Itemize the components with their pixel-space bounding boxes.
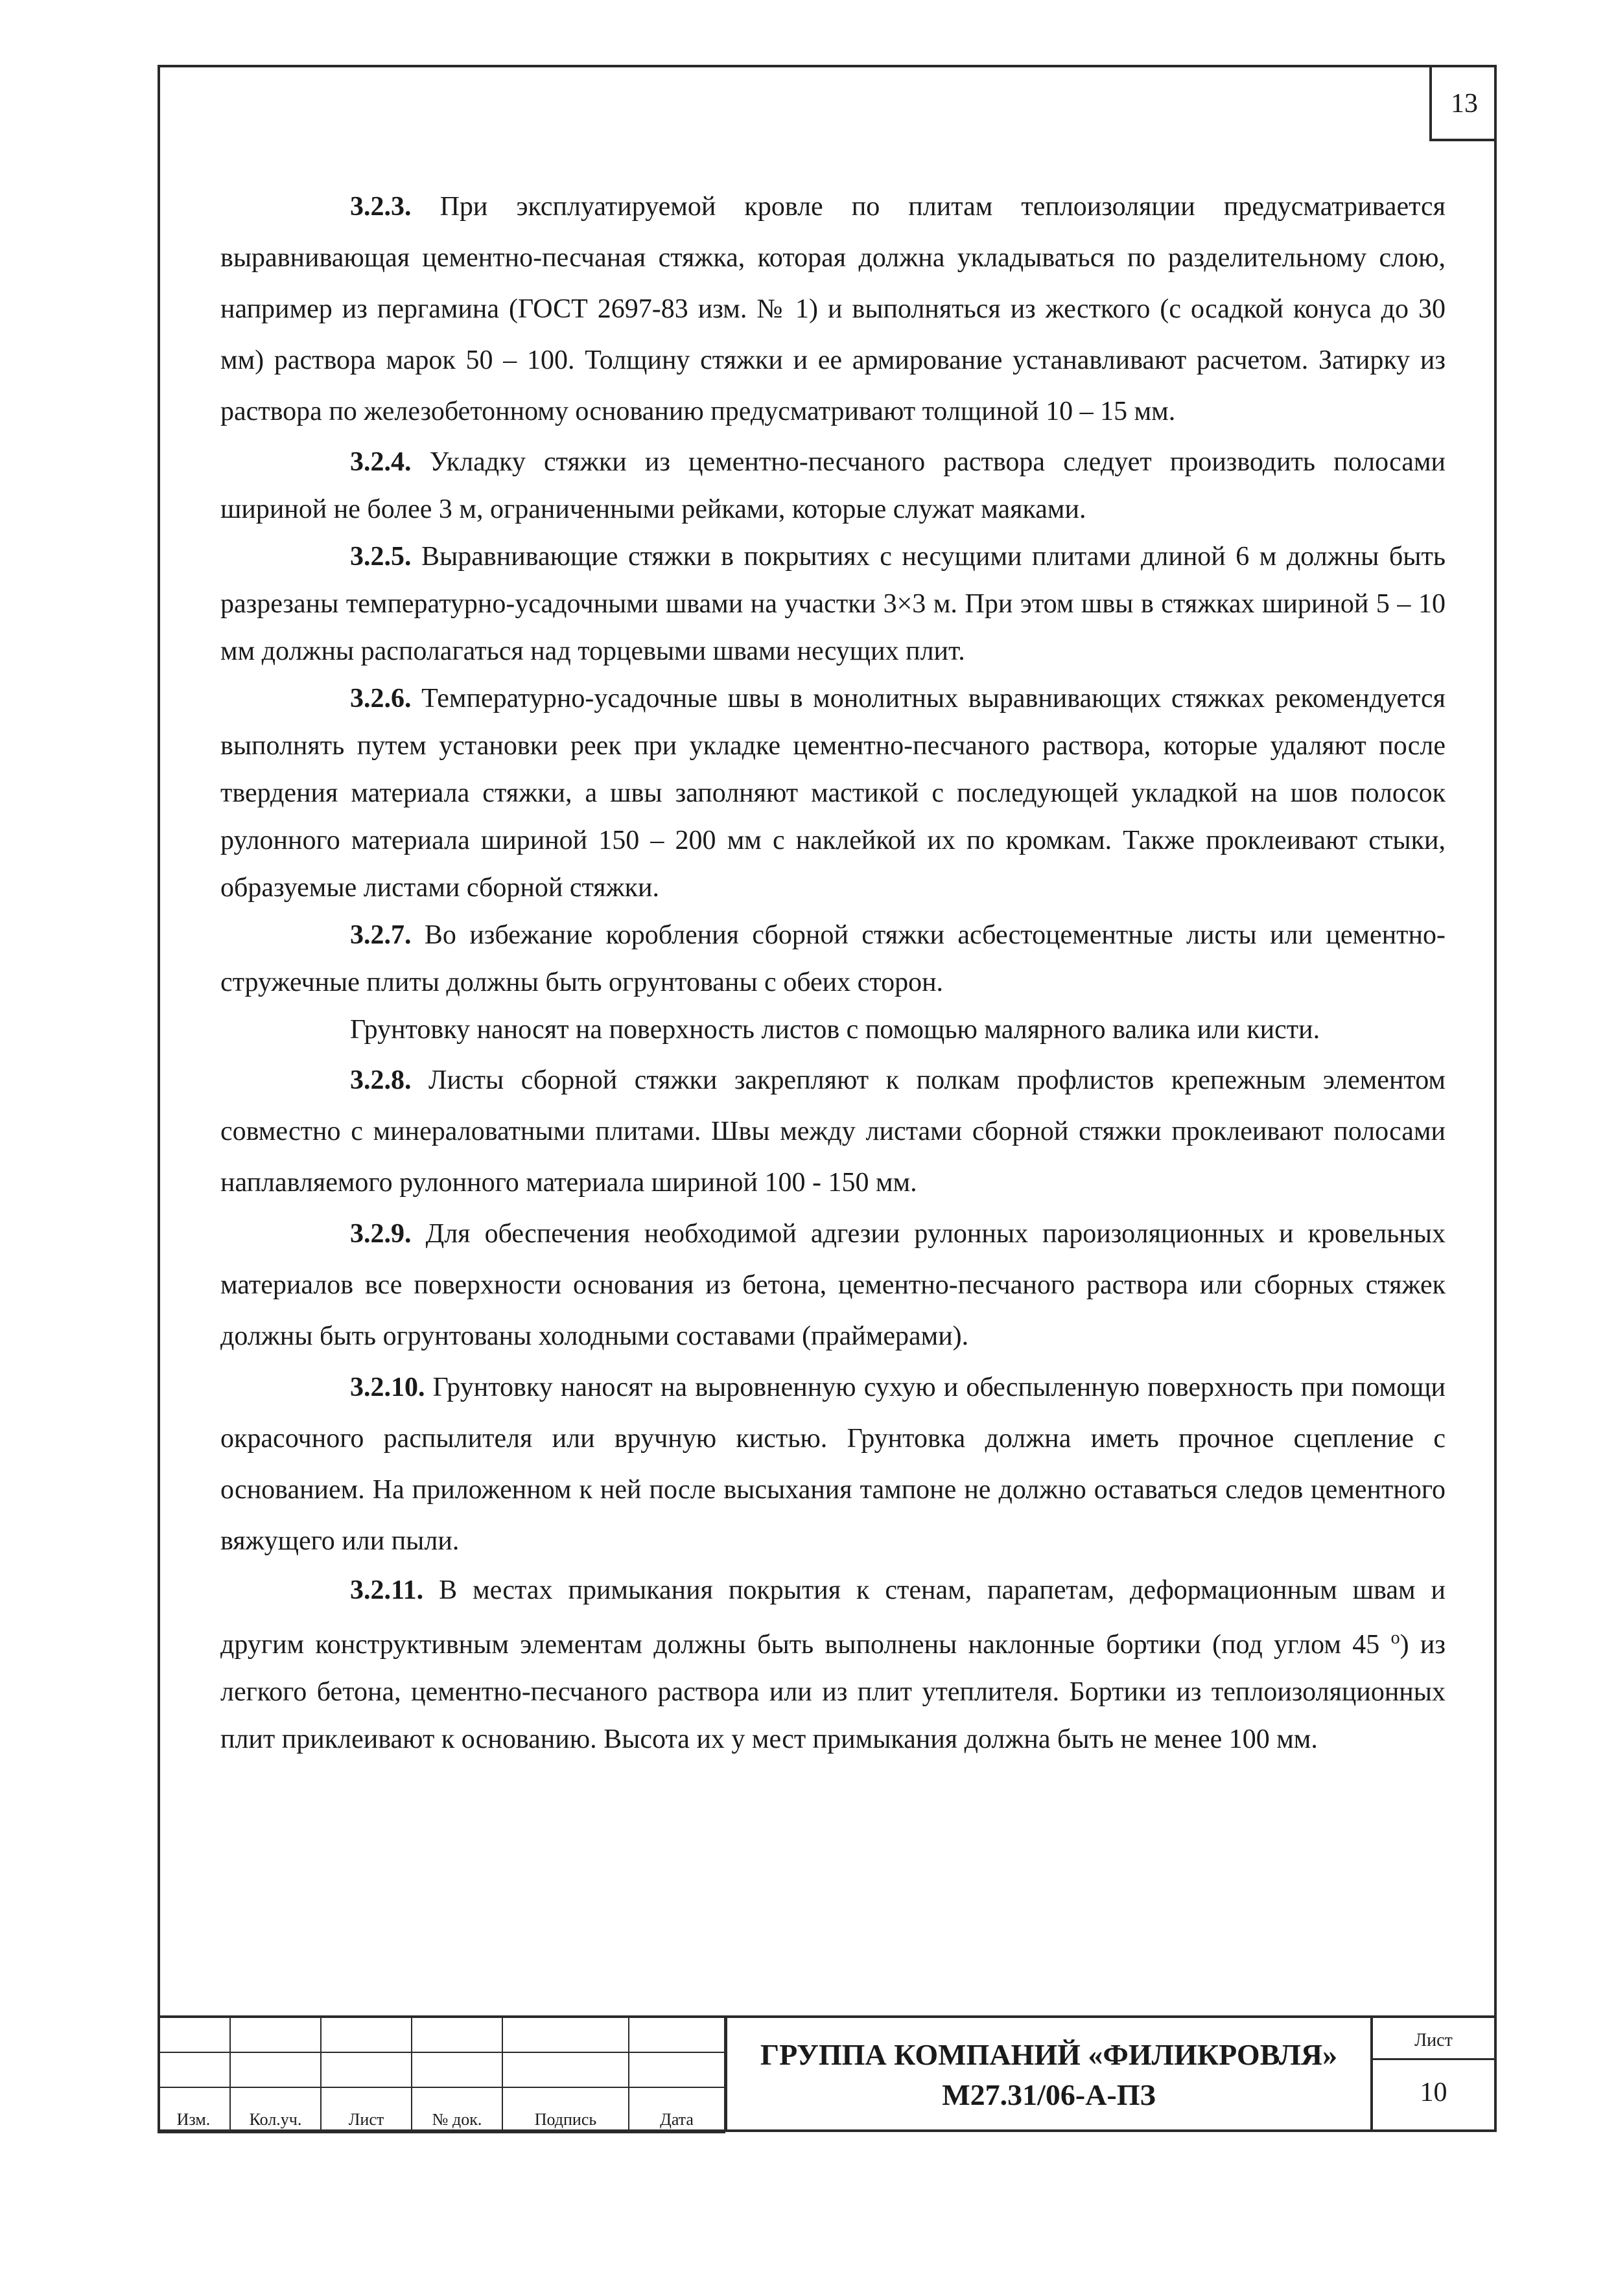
- page-number: 13: [1429, 65, 1497, 141]
- paragraph-text-continued: ) из легкого бетона, цементно-песчаного раствора или из плит утеплителя. Бортики из теплоизоляционных плит приклеивают к основанию. Высота их у мест примыкания должна быть не менее 100 мм.: [220, 1630, 1446, 1754]
- paragraph-text: При эксплуатируемой кровле по плитам теплоизоляции предусматривается выравнивающая цементно-песчаная стяжка, которая должна укладываться по разделительному слою, например из пергамина (ГОСТ 2697-83 изм. № 1) и выполняться из жесткого (с осадкой конуса до 30 мм) раствора марок 50 – 100. Толщину стяжки и ее армирование устанавливают расчетом. Затирку из раствора по железобетонному основанию предусматривают толщиной 10 – 15 мм.: [220, 192, 1446, 426]
- col-signature: Подпись: [502, 2087, 629, 2133]
- paragraph-3-2-10: [220, 1362, 1446, 1567]
- paragraph-number: 3.2.3.: [350, 192, 412, 222]
- paragraph-text: В местах примыкания покрытия к стенам, парапетам, деформационным швам и другим конструктивным элементам должны быть выполнены наклонные бортики (под углом 45: [220, 1575, 1446, 1660]
- paragraph-3-2-8: [220, 1055, 1446, 1209]
- title-block-heading: [725, 2018, 1373, 2132]
- paragraph-number: 3.2.11.: [350, 1575, 424, 1605]
- paragraph-text: Грунтовку наносят на поверхность листов с помощью малярного валика или кисти.: [350, 1015, 1320, 1045]
- paragraph-3-2-9: [220, 1209, 1446, 1362]
- revision-table: [158, 2018, 725, 2133]
- col-izm: Изм.: [158, 2087, 230, 2133]
- col-kol-uch: Кол.уч.: [230, 2087, 321, 2133]
- sheet-cell: [1373, 2018, 1494, 2132]
- sheet-label: Лист: [1373, 2018, 1494, 2060]
- paragraph-text: Грунтовку наносят на выровненную сухую и обеспыленную поверхность при помощи окрасочного распылителя или вручную кистью. Грунтовка должна иметь прочное сцепление с основанием. На приложенном к ней после высыхания тампоне не должно оставаться следов цементного вяжущего или пыли.: [220, 1373, 1446, 1556]
- paragraph-number: 3.2.8.: [350, 1065, 412, 1095]
- paragraph-3-2-3: [220, 181, 1446, 437]
- paragraph-number: 3.2.9.: [350, 1219, 412, 1249]
- sheet-number: 10: [1420, 2078, 1447, 2107]
- paragraph-3-2-5: [220, 533, 1446, 675]
- degree-sign: о: [1390, 1628, 1400, 1648]
- paragraph-3-2-7: [220, 912, 1446, 1006]
- paragraph-text: Листы сборной стяжки закрепляют к полкам профлистов крепежным элементом совместно с минераловатными плитами. Швы между листами сборной стяжки проклеивают полосами наплавляемого рулонного материала шириной 100 - 150 мм.: [220, 1065, 1446, 1198]
- paragraph-3-2-6: [220, 675, 1446, 912]
- paragraph-text: Укладку стяжки из цементно-песчаного раствора следует производить полосами шириной не более 3 м, ограниченными рейками, которые служат маяками.: [220, 447, 1446, 524]
- paragraph-number: 3.2.4.: [350, 447, 412, 477]
- paragraph-3-2-11: [220, 1567, 1446, 1763]
- col-date: Дата: [629, 2087, 725, 2133]
- paragraph-number: 3.2.7.: [350, 920, 412, 950]
- document-code: М27.31/06-А-ПЗ: [942, 2078, 1156, 2111]
- paragraph-number: 3.2.5.: [350, 542, 412, 572]
- paragraph-primer-note: [220, 1006, 1446, 1054]
- col-doc-no: № док.: [412, 2087, 502, 2133]
- title-block: [158, 2015, 1497, 2132]
- paragraph-text: Температурно-усадочные швы в монолитных выравнивающих стяжках рекомендуется выполнять путем установки реек при укладке цементно-песчаного раствора, которые удаляют после твердения материала стяжки, а швы заполняют мастикой с последующей укладкой на шов полосок рулонного материала шириной 150 – 200 мм с наклейкой их по кромкам. Также проклеивают стыки, образуемые листами сборной стяжки.: [220, 684, 1446, 903]
- paragraph-number: 3.2.6.: [350, 684, 412, 713]
- document-body: [220, 181, 1446, 1763]
- col-list: Лист: [321, 2087, 412, 2133]
- paragraph-text: Выравнивающие стяжки в покрытиях с несущими плитами длиной 6 м должны быть разрезаны температурно-усадочными швами на участки 3×3 м. При этом швы в стяжках шириной 5 – 10 мм должны располагаться над торцевыми швами несущих плит.: [220, 542, 1446, 666]
- paragraph-text: Во избежание коробления сборной стяжки асбестоцементные листы или цементно-стружечные плиты должны быть огрунтованы с обеих сторон.: [220, 920, 1446, 997]
- paragraph-3-2-4: [220, 439, 1446, 533]
- company-name: ГРУППА КОМПАНИЙ «ФИЛИКРОВЛЯ»: [760, 2038, 1338, 2071]
- paragraph-number: 3.2.10.: [350, 1373, 425, 1402]
- paragraph-text: Для обеспечения необходимой адгезии рулонных пароизоляционных и кровельных материалов все поверхности основания из бетона, цементно-песчаного раствора или сборных стяжек должны быть огрунтованы холодными составами (праймерами).: [220, 1219, 1446, 1351]
